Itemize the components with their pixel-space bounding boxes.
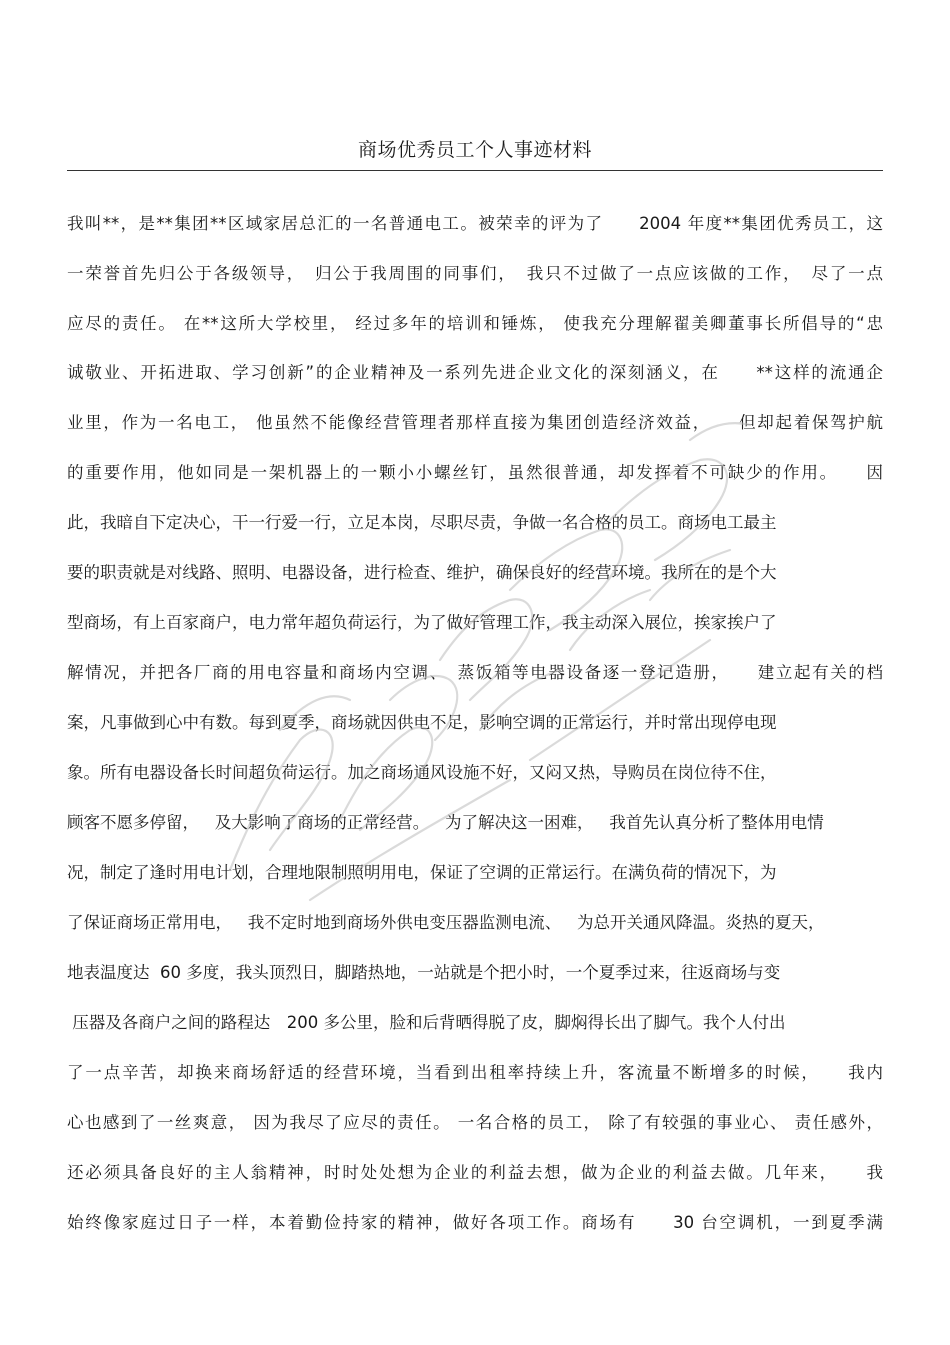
text-line: 我叫**，是**集团**区域家居总汇的一名普通电工。被荣幸的评为了 2004 年度**集团优秀员工，这 <box>67 214 883 233</box>
text-line: 诚敬业、开拓进取、学习创新”的企业精神及一系列先进企业文化的深刻涵义，在 **这样的流通企 <box>67 363 883 382</box>
text-line: 了一点辛苦，却换来商场舒适的经营环境，当看到出租率持续上升，客流量不断增多的时候， 我内 <box>67 1063 883 1082</box>
text-line: 的重要作用，他如同是一架机器上的一颗小小螺丝钉，虽然很普通，却发挥着不可缺少的作用。 因 <box>67 463 883 482</box>
text-line: 顾客不愿多停留， 及大影响了商场的正常经营。 为了解决这一困难， 我首先认真分析了整体用电情 <box>67 813 824 832</box>
text-line: 还必须具备良好的主人翁精神，时时处处想为企业的利益去想，做为企业的利益去做。几年来， 我 <box>67 1163 883 1182</box>
text-line: 型商场，有上百家商户，电力常年超负荷运行，为了做好管理工作，我主动深入展位，挨家挨户了 <box>67 613 777 632</box>
text-line: 况，制定了逢时用电计划，合理地限制照明用电，保证了空调的正常运行。在满负荷的情况下，为 <box>67 863 777 882</box>
text-line: 压器及各商户之间的路程达 200 多公里，脸和后背晒得脱了皮，脚焖得长出了脚气。我个人付出 <box>67 1013 786 1032</box>
text-line: 此，我暗自下定决心，干一行爱一行，立足本岗，尽职尽责，争做一名合格的员工。商场电工最主 <box>67 513 777 532</box>
text-line: 解情况，并把各厂商的用电容量和商场内空调、 蒸饭箱等电器设备逐一登记造册， 建立起有关的档 <box>67 663 883 682</box>
text-line: 应尽的责任。 在**这所大学校里， 经过多年的培训和锤炼， 使我充分理解翟美卿董事长所倡导的“忠 <box>67 314 883 333</box>
text-line: 心也感到了一丝爽意， 因为我尽了应尽的责任。 一名合格的员工， 除了有较强的事业心、 责任感外， <box>67 1113 883 1132</box>
text-line: 象。所有电器设备长时间超负荷运行。加之商场通风设施不好，又闷又热，导购员在岗位待不住， <box>67 763 777 782</box>
text-line: 业里，作为一名电工， 他虽然不能像经营管理者那样直接为集团创造经济效益， 但却起着保驾护航 <box>67 413 883 432</box>
text-line: 案，凡事做到心中有数。每到夏季，商场就因供电不足，影响空调的正常运行，并时常出现停电现 <box>67 713 777 732</box>
text-line: 一荣誉首先归公于各级领导， 归公于我周围的同事们， 我只不过做了一点应该做的工作， 尽了一点 <box>67 264 883 283</box>
text-line: 地表温度达 60 多度，我头顶烈日，脚踏热地，一站就是个把小时，一个夏季过来，往返商场与变 <box>67 963 781 982</box>
text-line: 了保证商场正常用电， 我不定时地到商场外供电变压器监测电流、 为总开关通风降温。炎热的夏天， <box>67 913 825 932</box>
text-line: 要的职责就是对线路、照明、电器设备，进行检查、维护，确保良好的经营环境。我所在的是个大 <box>67 563 777 582</box>
text-line: 始终像家庭过日子一样，本着勤俭持家的精神，做好各项工作。商场有 30 台空调机，一到夏季满 <box>67 1213 883 1232</box>
page-title: 商场优秀员工个人事迹材料 <box>357 139 592 161</box>
title-divider <box>67 170 883 171</box>
